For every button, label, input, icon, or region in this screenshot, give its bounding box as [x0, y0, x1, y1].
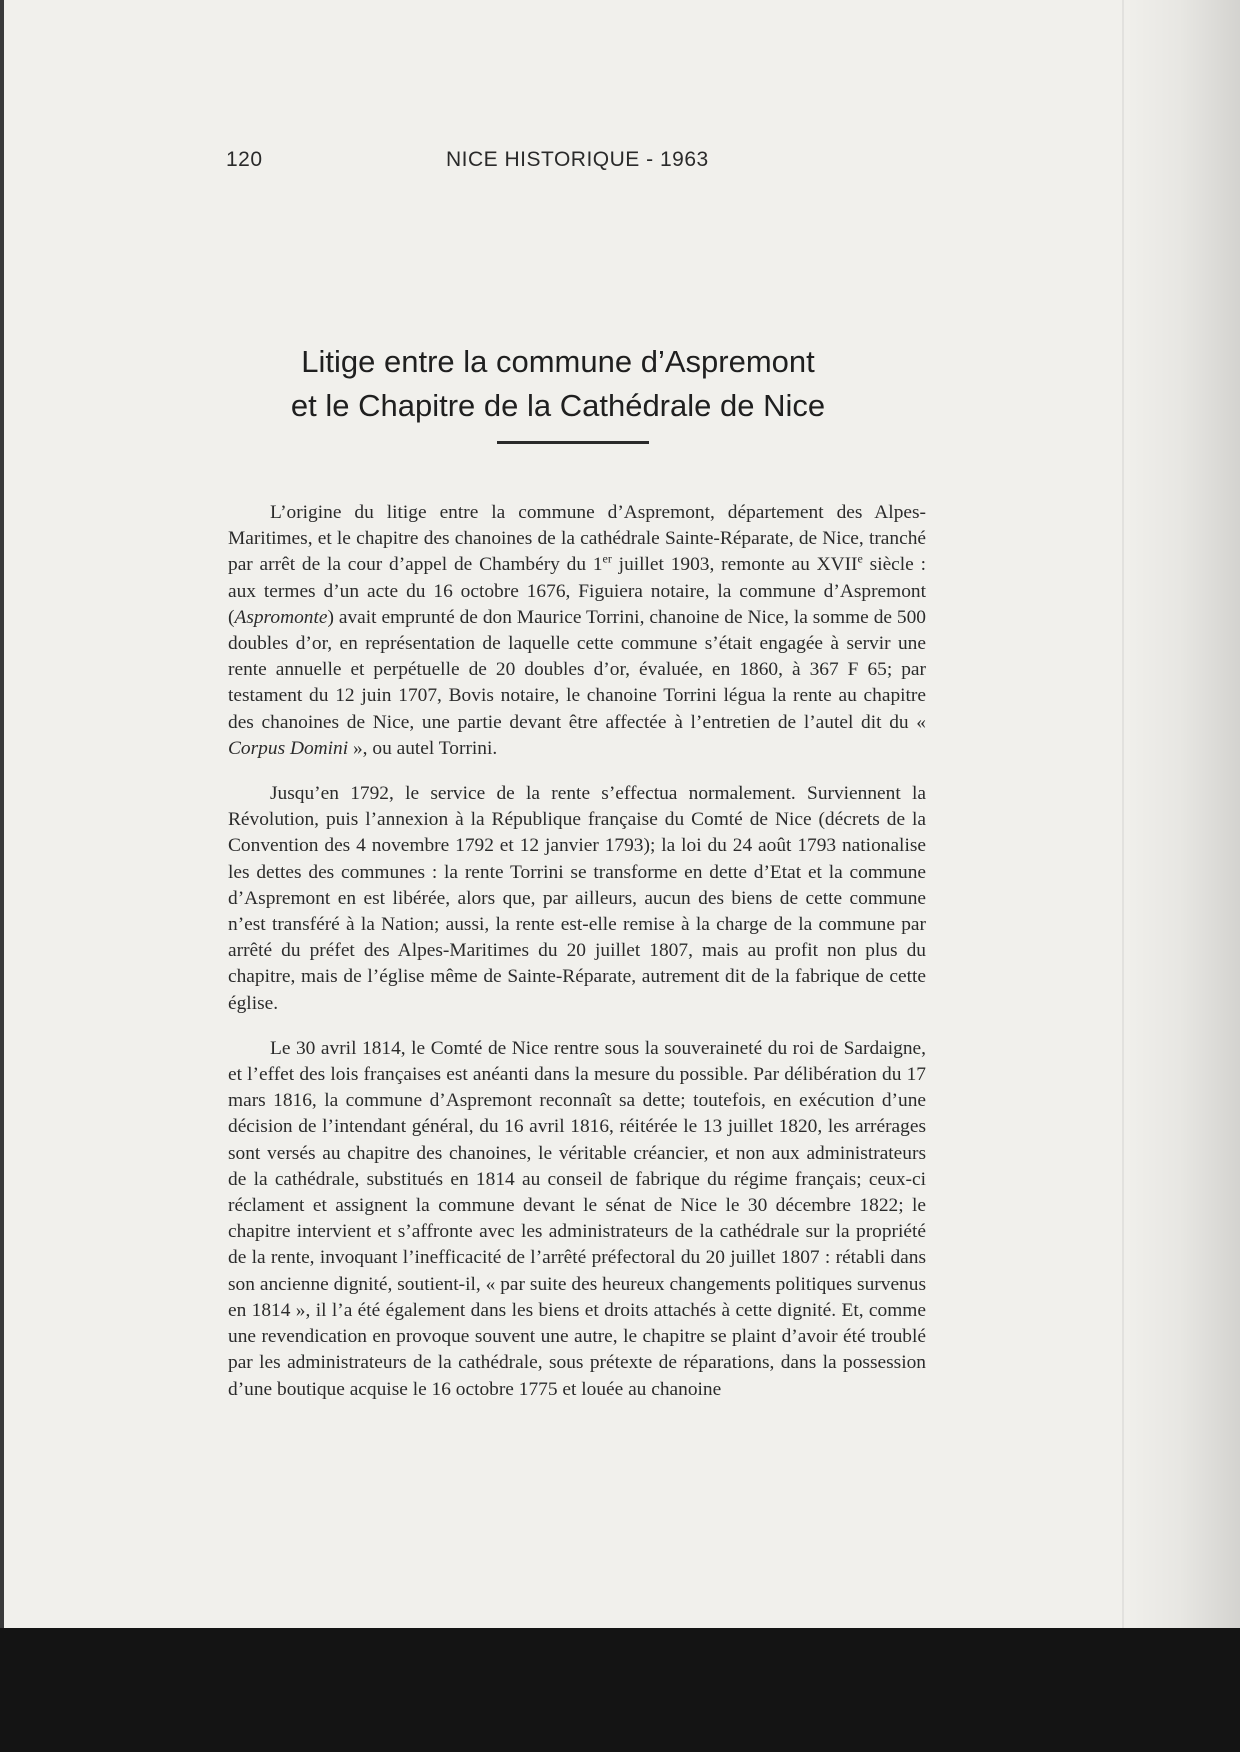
superscript-e: e — [857, 551, 863, 566]
title-underline-rule — [497, 441, 649, 444]
paragraph-1-text-e: », ou autel Torrini. — [348, 737, 498, 759]
paragraph-3: Le 30 avril 1814, le Comté de Nice rentre sous la souveraineté du roi de Sardaigne, et l’effet des lois françaises est anéanti dans la mesure du possible. Par délibération du 17 mars 1816, la commune d’Aspremont reconnaît sa dette; toutefois, en exécution d’une décision de l’intendant général, du 16 avril 1816, réitérée le 13 juillet 1820, les arrérages sont versés au chapitre des chanoines, le véritable créancier, et non aux administrateurs de la cathédrale, substitués en 1814 au conseil de fabrique du régime français; ceux-ci réclament et assignent la commune devant le sénat de Nice le 30 décembre 1822; le chapitre intervient et s’affronte avec les administrateurs de la cathédrale sur la propriété de la rente, invoquant l’inefficacité de l’arrêté préfectoral du 20 juillet 1807 : rétabli dans son ancienne dignité, soutient-il, « par suite des heureux changements politiques survenus en 1814 », il l’a été également dans les biens et droits attachés à cette dignité. Et, comme une revendication en provoque souvent une autre, le chapitre se plaint d’avoir été troublé par les administrateurs de la cathédrale, sous prétexte de réparations, dans la possession d’une boutique acquise le 16 octobre 1775 et louée au chanoine — [228, 1037, 926, 1400]
scan-bottom-border — [0, 1628, 1240, 1752]
italic-aspromonte: Aspromonte — [234, 606, 328, 628]
page-left-edge — [0, 0, 4, 1628]
paragraph-1-text-d: ) avait emprunté de don Maurice Torrini, chanoine de Nice, la somme de 500 doubles d’or, en représentation de laquelle cette commune s’était engagée à servir une rente annuelle et perpétuelle de 20 doubles d’or, évaluée, en 1860, à 367 F 65; par testament du 12 juin 1707, Bovis notaire, le chanoine Torrini légua la rente au chapitre des chanoines de Nice, une partie devant être affectée à l’entretien de l’autel dit du « — [228, 606, 926, 733]
paragraph-1 — [228, 500, 926, 762]
paragraph-1-text-c: siècle : aux termes d’un acte du 16 octobre 1676, Figuiera notaire, la commune d’Aspremont ( — [228, 554, 926, 628]
page-number: 120 — [226, 148, 263, 171]
article-title-line-2: et le Chapitre de la Cathédrale de Nice — [290, 388, 826, 423]
superscript-er: er — [602, 551, 612, 566]
running-title: NICE HISTORIQUE - 1963 — [446, 148, 709, 171]
article-title-line-1: Litige entre la commune d’Aspremont — [301, 344, 815, 379]
italic-corpus-domini: Corpus Domini — [228, 737, 349, 759]
page-right-shadow — [1120, 0, 1240, 1628]
paragraph-1-text-b: juillet 1903, remonte au XVII — [611, 554, 858, 576]
paragraph-2: Jusqu’en 1792, le service de la rente s’effectua normalement. Surviennent la Révolution, puis l’annexion à la République française du Comté de Nice (décrets de la Convention des 4 novembre 1792 et 12 janvier 1793); la loi du 24 août 1793 nationalise les dettes des communes : la rente Torrini se transforme en dette d’Etat et la commune d’Aspremont en est libérée, alors que, par ailleurs, aucun des biens de cette commune n’est transféré à la Nation; aussi, la rente est-elle remise à la charge de la commune par arrêté du préfet des Alpes-Maritimes du 20 juillet 1807, mais au profit non plus du chapitre, mais de l’église même de Sainte-Réparate, autrement dit de la fabrique de cette église. — [228, 783, 926, 1014]
article-title — [228, 340, 888, 428]
article-body — [228, 500, 926, 1422]
paragraph-1-text-a: L’origine du litige entre la commune d’Aspremont, département des Alpes-Maritimes, et le chapitre des chanoines de la cathédrale Sainte-Réparate, de Nice, tranché par arrêt de la cour d’appel de Chambéry du 1 — [228, 502, 926, 576]
